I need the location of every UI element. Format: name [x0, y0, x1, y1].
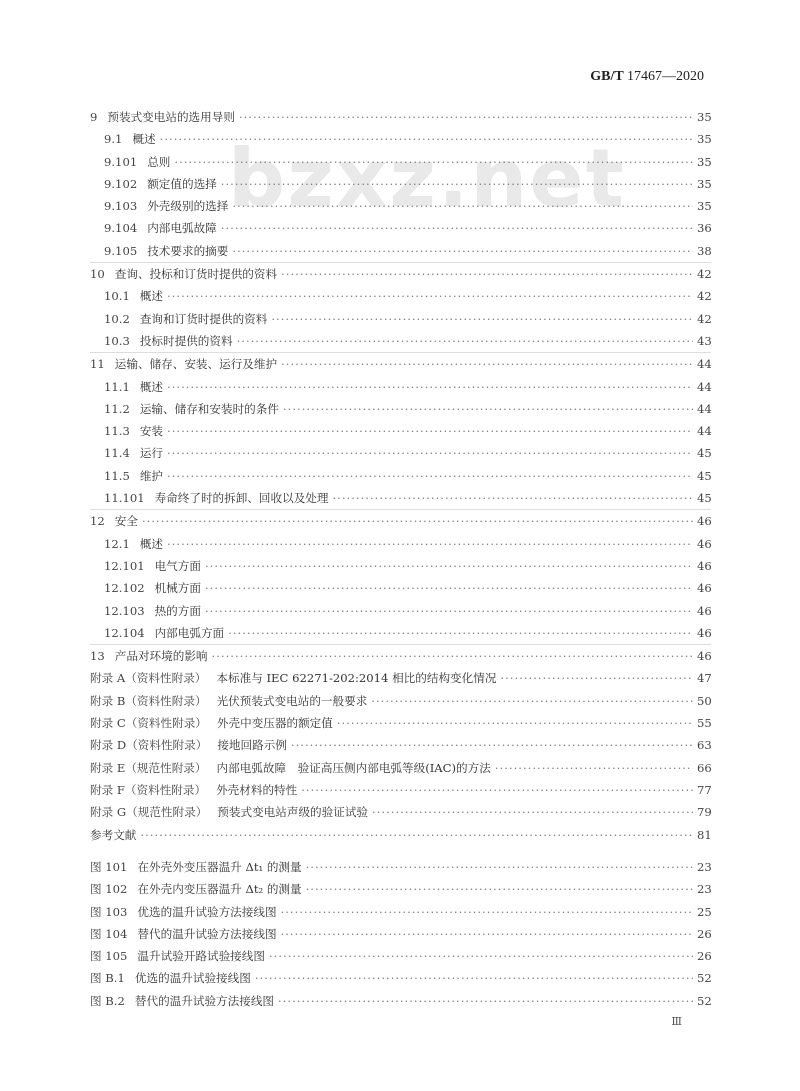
figure-entry-page: 26: [697, 926, 712, 941]
dot-leader: [167, 533, 693, 555]
toc-entry-page: 46: [697, 649, 712, 664]
toc-entry[interactable]: [90, 555, 711, 577]
watermark: bzxz.net: [228, 132, 626, 225]
toc-entry-page: 44: [697, 401, 712, 416]
dot-leader: [142, 510, 693, 532]
toc-entry-title: 参考文献: [90, 827, 137, 842]
toc-entry-number: 附录 E（规范性附录）: [90, 760, 207, 775]
toc-entry-title: 总则: [147, 154, 171, 169]
dot-leader: [174, 151, 693, 173]
toc-entry[interactable]: [90, 712, 711, 734]
dot-leader: [281, 901, 693, 923]
toc-entry[interactable]: [90, 577, 711, 599]
toc-entry-number: 10.2: [104, 311, 130, 326]
toc-entry[interactable]: [90, 398, 711, 420]
toc-entry-number: 13: [90, 649, 105, 664]
toc-entry-page: 42: [697, 289, 712, 304]
toc-entry-page: 46: [697, 558, 712, 573]
figure-entry-page: 23: [697, 882, 712, 897]
toc-entry[interactable]: [90, 824, 711, 846]
dot-leader: [495, 757, 693, 779]
figure-entry-number: 图 102: [90, 882, 128, 897]
toc-entry[interactable]: [90, 801, 711, 823]
dot-leader: [271, 308, 693, 330]
figure-entry-number: 图 105: [90, 949, 128, 964]
dot-leader: [221, 217, 693, 239]
dot-leader: [281, 353, 693, 375]
toc-entry-number: 9.105: [104, 243, 138, 258]
dot-leader: [160, 128, 693, 150]
figure-entry-title: 在外壳外变压器温升 Δt₁ 的测量: [137, 860, 302, 874]
dot-leader: [291, 734, 693, 756]
toc-entry[interactable]: [90, 734, 711, 756]
toc-entry-number: 9: [90, 110, 98, 124]
toc-entry-title: 内部电弧方面: [154, 625, 225, 640]
dot-leader: [205, 555, 693, 577]
figure-entry-page: 52: [697, 971, 712, 986]
toc-entry-page: 35: [697, 176, 712, 191]
toc-entry-title: 查询和订货时提供的资料: [139, 311, 268, 326]
toc-entry-page: 44: [697, 357, 712, 372]
page-number: Ⅲ: [671, 1015, 682, 1028]
toc-entry[interactable]: [90, 645, 711, 667]
dot-leader: [221, 173, 693, 195]
toc-entry-number: 9.103: [104, 199, 138, 214]
toc-entry[interactable]: [90, 779, 711, 801]
toc-entry-page: 79: [697, 805, 712, 820]
toc-entry[interactable]: [90, 510, 711, 532]
dot-leader: [337, 712, 693, 734]
standard-code: GB/T: [590, 69, 624, 84]
toc-entry[interactable]: [90, 667, 711, 689]
toc-entry[interactable]: [90, 465, 711, 487]
toc-entry-page: 45: [697, 446, 712, 461]
figure-entry[interactable]: [90, 901, 711, 923]
dot-leader: [232, 240, 693, 262]
toc-entry[interactable]: [90, 622, 711, 644]
figure-entry-page: 26: [697, 949, 712, 964]
dot-leader: [239, 106, 693, 128]
toc-entry[interactable]: [90, 330, 711, 352]
toc-entry[interactable]: [90, 442, 711, 464]
toc-entry-title: 外壳材料的特性: [216, 782, 298, 797]
figure-entry-page: 25: [697, 904, 712, 919]
toc-entry-page: 77: [697, 782, 712, 797]
toc-entry-number: 11.3: [104, 424, 130, 439]
toc-entry-number: 12.103: [104, 603, 145, 618]
toc-entry-title: 安装: [139, 424, 164, 439]
figure-entry-page: 52: [697, 993, 712, 1008]
toc-entry-title: 预装式变电站的选用导则: [107, 110, 235, 124]
toc-entry-title: 热的方面: [154, 603, 201, 618]
figure-entry-title: 替代的温升试验方法接线图: [137, 926, 277, 941]
toc-entry-page: 45: [697, 491, 712, 506]
toc-entry-number: 12.1: [104, 536, 130, 551]
toc-entry-title: 额定值的选择: [147, 176, 217, 191]
toc-entry[interactable]: [90, 263, 711, 285]
figure-entry[interactable]: [90, 945, 711, 967]
toc-entry-number: 9.101: [104, 154, 138, 169]
toc-entry-number: 10.1: [104, 289, 130, 304]
dot-leader: [372, 801, 693, 823]
figure-entry-title: 替代的温升试验方法接线图: [134, 993, 275, 1008]
toc-entry-number: 附录 D（资料性附录）: [90, 738, 208, 753]
figure-list: [90, 856, 711, 1012]
toc-entry[interactable]: [90, 353, 711, 375]
dot-leader: [283, 398, 693, 420]
figure-entry[interactable]: [90, 967, 711, 989]
toc-entry-page: 46: [697, 536, 712, 551]
toc-entry-title: 概述: [139, 379, 164, 394]
toc-entry-page: 38: [697, 243, 712, 258]
toc-entry[interactable]: [90, 217, 711, 239]
dot-leader: [281, 923, 693, 945]
figure-entry[interactable]: [90, 856, 711, 878]
figure-entry-number: 图 101: [90, 860, 128, 874]
toc-entry-number: 12.102: [104, 581, 145, 596]
toc-entry-number: 11.1: [104, 379, 130, 394]
toc-entry-page: 66: [697, 760, 712, 775]
toc-entry-title: 外壳级别的选择: [147, 199, 229, 214]
dot-leader: [205, 577, 693, 599]
toc-entry-page: 55: [697, 716, 712, 731]
toc-entry-title: 光伏预装式变电站的一般要求: [216, 693, 368, 708]
figure-entry[interactable]: [90, 923, 711, 945]
toc-entry-number: 附录 F（资料性附录）: [90, 782, 207, 797]
table-of-contents: [90, 106, 711, 846]
toc-entry[interactable]: [90, 376, 711, 398]
figure-entry-number: 图 B.1: [90, 971, 125, 986]
toc-entry-page: 43: [697, 333, 712, 348]
toc-entry-title: 内部电弧故障: [147, 221, 217, 236]
dot-leader: [269, 945, 693, 967]
toc-entry-page: 35: [697, 110, 712, 124]
dot-leader: [281, 263, 693, 285]
toc-entry[interactable]: [90, 195, 711, 217]
toc-entry-title: 技术要求的摘要: [147, 243, 229, 258]
toc-entry[interactable]: [90, 285, 711, 307]
toc-entry-page: 63: [697, 738, 712, 753]
document-header: [590, 69, 704, 85]
toc-entry-page: 35: [697, 199, 712, 214]
toc-entry[interactable]: [90, 420, 711, 442]
toc-entry-title: 接地回路示例: [217, 738, 287, 753]
toc-entry[interactable]: [90, 308, 711, 330]
figure-entry[interactable]: [90, 878, 711, 900]
toc-entry-title: 电气方面: [154, 558, 201, 573]
toc-entry-page: 35: [697, 154, 712, 169]
dot-leader: [167, 442, 693, 464]
toc-entry-page: 45: [697, 468, 712, 483]
dot-leader: [237, 330, 693, 352]
toc-entry-page: 46: [697, 603, 712, 618]
dot-leader: [205, 600, 693, 622]
toc-entry[interactable]: [90, 690, 711, 712]
dot-leader: [228, 622, 693, 644]
toc-entry-page: 35: [697, 132, 712, 147]
toc-entry-title: 概述: [132, 132, 156, 147]
toc-entry[interactable]: [90, 757, 711, 779]
toc-entry-number: 11.2: [104, 401, 130, 416]
toc-entry-title: 运输、储存、安装、运行及维护: [114, 357, 278, 372]
dot-leader: [500, 667, 693, 689]
dot-leader: [306, 856, 693, 878]
toc-entry-number: 9.102: [104, 176, 138, 191]
dot-leader: [167, 285, 693, 307]
toc-entry-title: 安全: [114, 514, 138, 529]
toc-entry-title: 机械方面: [154, 581, 201, 596]
toc-entry-title: 运行: [139, 446, 164, 461]
figure-entry-title: 在外壳内变压器温升 Δt₂ 的测量: [137, 882, 302, 897]
figure-entry-title: 优选的温升试验方法接线图: [137, 904, 277, 919]
toc-entry-page: 46: [697, 581, 712, 596]
dot-leader: [278, 990, 693, 1012]
dot-leader: [232, 195, 693, 217]
toc-entry-number: 11.101: [104, 491, 145, 506]
dot-leader: [255, 967, 693, 989]
toc-entry-number: 11: [90, 357, 105, 372]
toc-entry-number: 12.101: [104, 558, 145, 573]
dot-leader: [140, 824, 693, 846]
toc-entry-number: 附录 C（资料性附录）: [90, 716, 207, 731]
toc-entry[interactable]: [90, 600, 711, 622]
toc-entry-number: 11.4: [104, 446, 130, 461]
toc-entry-title: 预装式变电站声级的验证试验: [217, 805, 369, 820]
toc-entry-title: 寿命终了时的拆卸、回收以及处理: [154, 491, 329, 506]
toc-entry-page: 50: [697, 693, 712, 708]
toc-entry-page: 42: [697, 311, 712, 326]
figure-entry-number: 图 103: [90, 904, 128, 919]
toc-entry-page: 46: [697, 514, 712, 529]
toc-entry[interactable]: [90, 106, 711, 128]
toc-entry-title: 投标时提供的资料: [139, 333, 233, 348]
toc-entry-number: 9.1: [104, 132, 123, 147]
toc-entry-page: 46: [697, 625, 712, 640]
toc-entry-number: 附录 B（资料性附录）: [90, 693, 207, 708]
figure-entry-number: 图 B.2: [90, 993, 125, 1008]
toc-entry-title: 概述: [139, 536, 164, 551]
toc-entry-title: 概述: [139, 289, 164, 304]
toc-entry-page: 47: [697, 671, 712, 686]
toc-entry[interactable]: [90, 487, 711, 509]
toc-entry-number: 12: [90, 514, 105, 529]
toc-entry-page: 44: [697, 379, 712, 394]
toc-entry[interactable]: [90, 128, 711, 150]
toc-entry-page: 36: [697, 221, 712, 236]
toc-entry-title: 外壳中变压器的额定值: [216, 716, 333, 731]
toc-entry[interactable]: [90, 173, 711, 195]
toc-entry-title: 本标准与 IEC 62271-202:2014 相比的结构变化情况: [216, 671, 497, 686]
toc-entry-title: 运输、储存和安装时的条件: [139, 401, 279, 416]
toc-entry-page: 81: [697, 827, 712, 842]
figure-entry[interactable]: [90, 990, 711, 1012]
toc-entry-number: 附录 G（规范性附录）: [90, 805, 208, 820]
dot-leader: [371, 690, 693, 712]
toc-entry-page: 44: [697, 424, 712, 439]
toc-entry-title: 维护: [139, 468, 164, 483]
toc-entry-number: 10: [90, 267, 105, 282]
toc-entry-title: 内部电弧故障 验证高压侧内部电弧等级(IAC)的方法: [216, 760, 491, 775]
toc-entry-number: 9.104: [104, 221, 138, 236]
toc-entry-number: 附录 A（资料性附录）: [90, 671, 207, 686]
figure-entry-number: 图 104: [90, 926, 128, 941]
toc-entry-number: 11.5: [104, 468, 130, 483]
figure-entry-title: 优选的温升试验接线图: [134, 971, 251, 986]
dot-leader: [306, 878, 693, 900]
standard-number: 17467—2020: [627, 69, 704, 84]
toc-entry[interactable]: [90, 240, 711, 262]
dot-leader: [167, 376, 693, 398]
dot-leader: [212, 645, 693, 667]
toc-entry-number: 10.3: [104, 333, 130, 348]
toc-entry-number: 12.104: [104, 625, 145, 640]
dot-leader: [333, 487, 694, 509]
toc-entry-title: 查询、投标和订货时提供的资料: [114, 267, 278, 282]
toc-entry[interactable]: [90, 151, 711, 173]
toc-entry-page: 42: [697, 267, 712, 282]
dot-leader: [167, 465, 693, 487]
toc-entry[interactable]: [90, 533, 711, 555]
figure-entry-page: 23: [697, 860, 712, 874]
dot-leader: [301, 779, 693, 801]
toc-entry-title: 产品对环境的影响: [114, 649, 208, 664]
figure-entry-title: 温升试验开路试验接线图: [137, 949, 265, 964]
dot-leader: [167, 420, 693, 442]
